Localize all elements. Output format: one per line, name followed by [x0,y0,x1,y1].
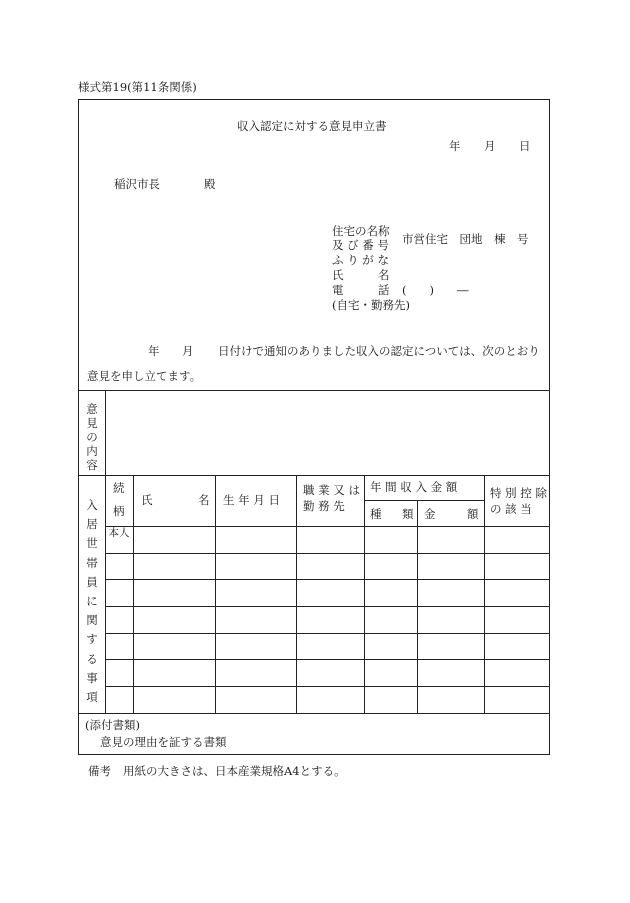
header-income-type-1: 種 [370,507,382,521]
statement-month: 月 [182,344,194,358]
row-line-4 [105,606,549,607]
header-income-amount-2: 額 [467,507,479,521]
row-line-3 [105,579,549,580]
addressee-name: 稲沢市長 [114,177,160,191]
furigana-label: ふ り が な [332,253,389,267]
header-birthdate: 生 年 月 日 [223,493,280,507]
form-number: 様式第19(第11条関係) [78,80,197,94]
header-income-group: 年 間 収 入 金 額 [370,480,458,494]
form-frame [78,99,550,755]
form-title: 収入認定に対する意見申立書 [237,119,387,133]
income-subheader-line [364,500,484,501]
divider-attachments-top [79,713,549,714]
header-income-amount-1: 金 [424,507,436,521]
date-month: 月 [484,139,496,153]
header-occupation-1: 職 業 又 は [303,483,360,497]
col-line-occupation [364,475,365,713]
header-name-2: 名 [198,493,210,507]
date-year: 年 [449,139,461,153]
remarks-label: 備考 [88,764,111,778]
header-deduction-2: の 該 当 [490,502,532,516]
housing-value: 市営住宅 団地 棟 号 [402,232,529,246]
header-name-1: 氏 [141,493,153,507]
phone-note: (自宅・勤務先) [332,298,410,312]
statement-line2: 意見を申し立てます。 [87,369,202,383]
statement-text: 日付けで通知のありました収入の認定については、次のとおり [218,344,540,358]
col-line-name [215,475,216,713]
phone-label: 電 話 [332,283,390,297]
divider-label-column [105,390,106,713]
header-occupation-2: 勤 務 先 [303,499,345,513]
table-row-relation: 本人 [108,527,130,539]
remarks-text: 用紙の大きさは、日本産業規格A4とする。 [123,764,346,778]
divider-opinion-top [79,390,549,391]
col-line-birth [296,475,297,713]
statement-year: 年 [148,344,160,358]
date-day: 日 [519,139,531,153]
row-line-7 [105,686,549,687]
col-line-income-end [484,475,485,713]
housing-label-1: 住宅の名称 [332,224,390,238]
row-line-2 [105,553,549,554]
phone-value: ( ) ― [402,283,469,297]
housing-label-2: 及 び 番 号 [332,238,389,252]
divider-household-top [79,475,549,476]
attachments-item: 意見の理由を証する書類 [100,735,227,749]
col-line-relation [133,475,134,713]
row-line-6 [105,659,549,660]
addressee-honorific: 殿 [204,177,216,191]
header-relation-1: 続 [113,481,125,495]
header-relation-2: 柄 [113,504,125,518]
name-label: 氏 名 [332,268,390,282]
header-deduction-1: 特 別 控 除 [490,486,547,500]
household-label: 入 居 世 帯 員 に 関 す る 事 項 [86,498,98,705]
row-line-5 [105,633,549,634]
header-income-type-2: 類 [402,507,414,521]
attachments-heading: (添付書類) [85,718,140,732]
row-line-1 [105,526,549,527]
opinion-label: 意 見 の 内 容 [86,402,98,473]
